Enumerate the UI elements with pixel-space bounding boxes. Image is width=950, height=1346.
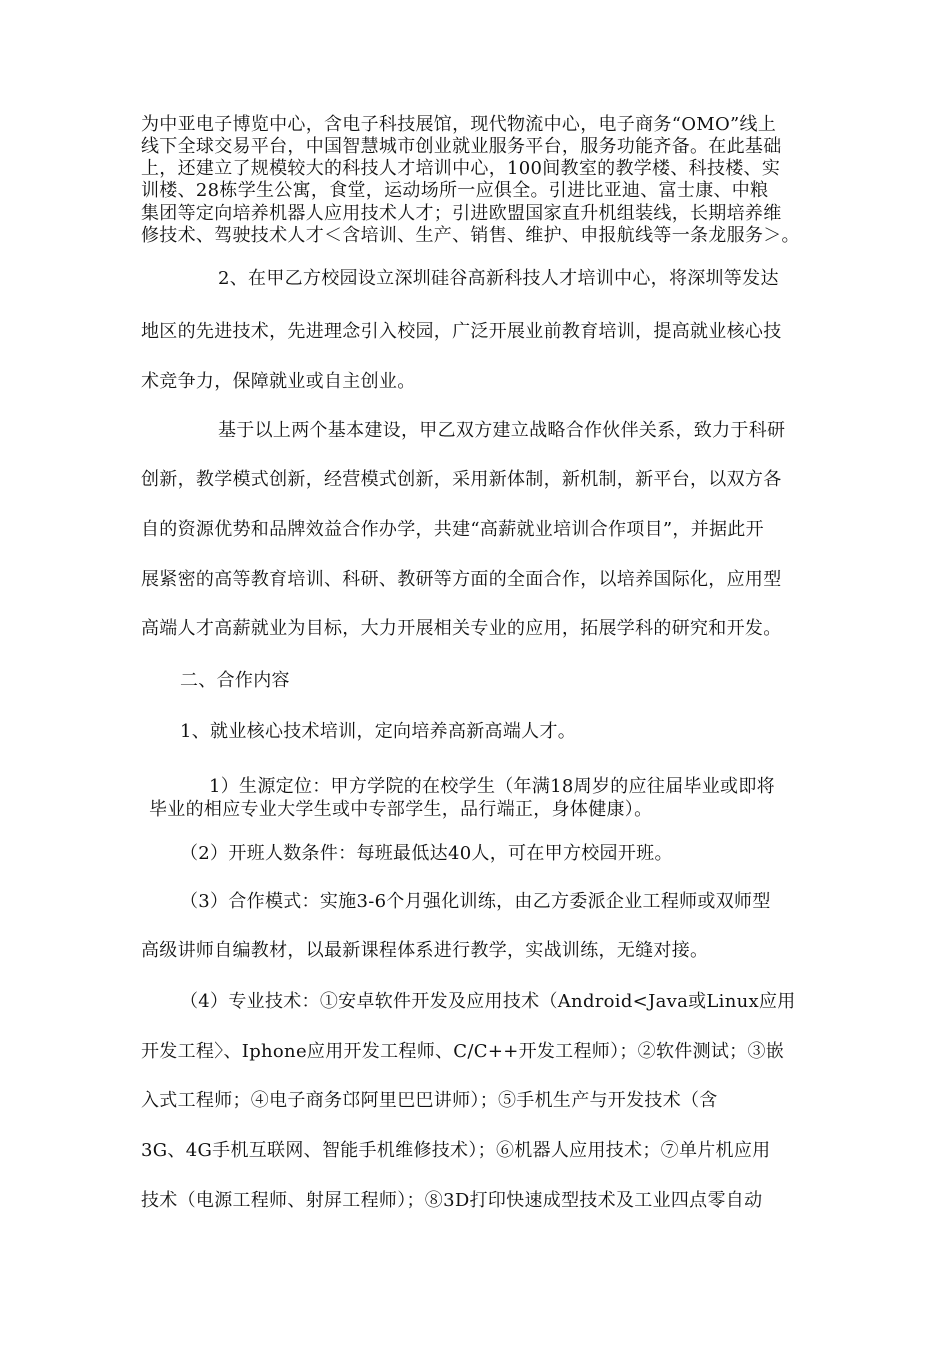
- section-heading-2: 二、合作内容: [180, 670, 290, 691]
- paragraph-1-line-5: 集团等定向培养机器人应用技术人才；引进欧盟国家直升机组装线，长期培养维: [141, 203, 782, 224]
- paragraph-2-line-1: 2、在甲乙方校园设立深圳硅谷高新科技人才培训中心，将深圳等发达: [218, 268, 779, 289]
- paragraph-1-line-1: 为中亚电子博览中心，含电子科技展馆，现代物流中心，电子商务“OMO”线上: [141, 114, 777, 135]
- paragraph-3-line-3: 自的资源优势和品牌效益合作办学，共建“高薪就业培训合作项目”，并据此开: [141, 519, 764, 540]
- paragraph-3-line-2: 创新，教学模式创新，经营模式创新，采用新体制，新机制，新平台，以双方各: [141, 469, 782, 490]
- paragraph-1-line-6: 修技术、驾驶技术人才＜含培训、生产、销售、维护、申报航线等一条龙服务＞。: [141, 225, 800, 246]
- sub-item-1-line-2: 毕业的相应专业大学生或中专部学生，品行端正，身体健康）。: [149, 799, 653, 820]
- paragraph-3-line-1: 基于以上两个基本建设，甲乙双方建立战略合作伙伴关系，致力于科研: [218, 420, 786, 441]
- paragraph-2-line-3: 术竞争力，保障就业或自主创业。: [141, 371, 416, 392]
- paragraph-1-line-2: 线下全球交易平台，中国智慧城市创业就业服务平台，服务功能齐备。在此基础: [141, 136, 782, 157]
- sub-item-4-line-1: （4）专业技术：①安卓软件开发及应用技术（Android<Java或Linux应用: [180, 991, 796, 1012]
- sub-item-4-line-2: 开发工程〉、Iphone应用开发工程师、C/C++开发工程师）；②软件测试；③嵌: [141, 1041, 785, 1062]
- paragraph-3-line-4: 展紧密的高等教育培训、科研、教研等方面的全面合作，以培养国际化，应用型: [141, 569, 782, 590]
- paragraph-1-line-4: 训楼、28栋学生公寓，食堂，运动场所一应俱全。引进比亚迪、富士康、中粮: [141, 180, 769, 201]
- paragraph-1-line-3: 上，还建立了规模较大的科技人才培训中心，100间教室的教学楼、科技楼、实: [141, 158, 781, 179]
- sub-item-3-line-1: （3）合作模式：实施3-6个月强化训练，由乙方委派企业工程师或双师型: [180, 891, 771, 912]
- paragraph-2-line-2: 地区的先进技术，先进理念引入校园，广泛开展业前教育培训，提高就业核心技: [141, 321, 782, 342]
- sub-item-1-line-1: 1）生源定位：甲方学院的在校学生（年满18周岁的应往届毕业或即将: [209, 776, 775, 797]
- item-1: 1、就业核心技术培训，定向培养高新高端人才。: [180, 721, 577, 742]
- paragraph-3-line-5: 高端人才高薪就业为目标，大力开展相关专业的应用，拓展学科的研究和开发。: [141, 618, 782, 639]
- sub-item-4-line-3: 入式工程师；④电子商务邙阿里巴巴讲师）；⑤手机生产与开发技术（含: [141, 1090, 718, 1111]
- sub-item-4-line-4: 3G、4G手机互联网、智能手机维修技术）；⑥机器人应用技术；⑦单片机应用: [141, 1140, 771, 1161]
- sub-item-4-line-5: 技术（电源工程师、射屏工程师）；⑧3D打印快速成型技术及工业四点零自动: [141, 1190, 763, 1211]
- sub-item-2: （2）开班人数条件：每班最低达40人，可在甲方校园开班。: [180, 843, 673, 864]
- sub-item-3-line-2: 高级讲师自编教材，以最新课程体系进行教学，实战训练，无缝对接。: [141, 940, 709, 961]
